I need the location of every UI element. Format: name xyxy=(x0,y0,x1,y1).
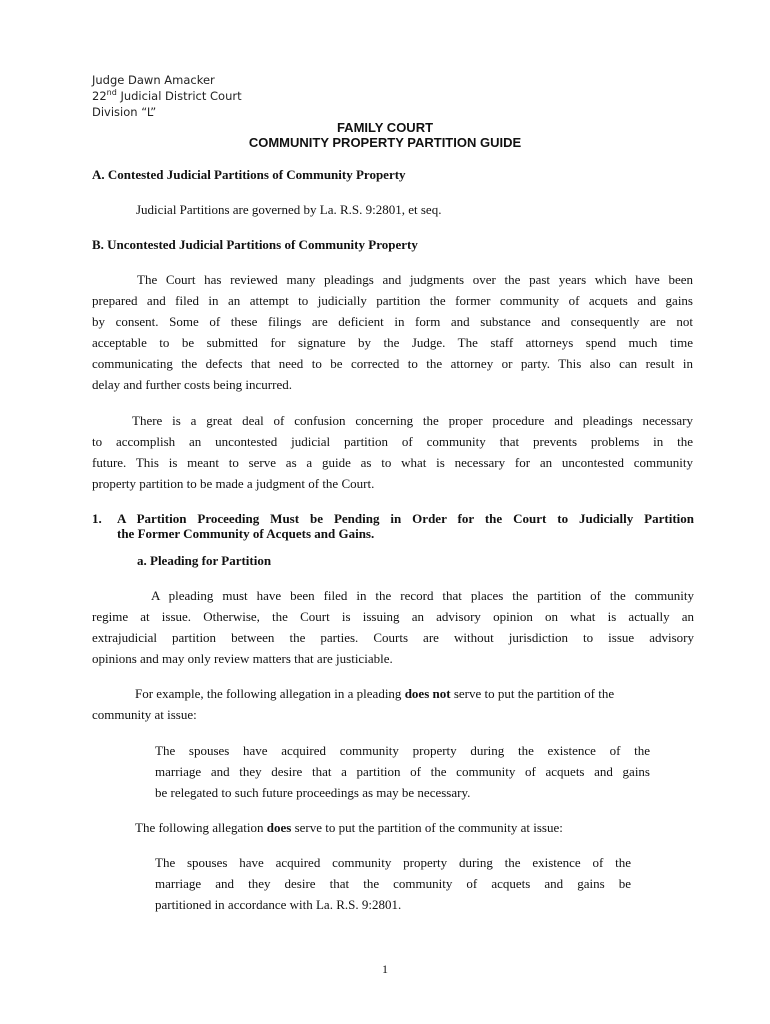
quote-line: The spouses have acquired community property during the existence of the xyxy=(155,855,631,870)
paragraph-line: extrajudicial partition between the parties. Courts are without jurisdiction to issue advisory xyxy=(92,630,694,645)
emphasis-does: does xyxy=(266,820,292,835)
paragraph-line: acceptable to be submitted for signature by the Judge. The staff attorneys spend much time xyxy=(92,335,693,350)
quote-line: be relegated to such future proceedings as may be necessary. xyxy=(155,785,471,800)
example-line: For example, the following allegation in a pleading does not serve to put the partition of the xyxy=(135,686,615,701)
paragraph-line: delay and further costs being incurred. xyxy=(92,377,292,392)
section-b-heading: B. Uncontested Judicial Partitions of Community Property xyxy=(92,237,418,252)
document-title: FAMILY COURT xyxy=(336,120,434,135)
quote-line: marriage and they desire that the community of acquets and gains be xyxy=(155,876,631,891)
paragraph-line: future. This is meant to serve as a guide as to what is necessary for an uncontested community xyxy=(92,455,693,470)
paragraph-line: regime at issue. Otherwise, the Court is issuing an advisory opinion on what is actually an xyxy=(92,609,694,624)
section-a-heading: A. Contested Judicial Partitions of Community Property xyxy=(92,167,406,182)
quote-line: partitioned in accordance with La. R.S. 9:2801. xyxy=(155,897,402,912)
paragraph-line: by consent. Some of these filings are deficient in form and substance and consequently are not xyxy=(92,314,693,329)
page-number: 1 xyxy=(382,962,388,976)
paragraph-line: property partition to be made a judgment of the Court. xyxy=(92,476,375,491)
judge-name: Judge Dawn Amacker xyxy=(92,73,215,87)
paragraph-line: opinions and may only review matters that are justiciable. xyxy=(92,651,393,666)
item-number: 1. xyxy=(92,511,102,526)
judge-header xyxy=(92,72,242,120)
paragraph-line: communicating the defects that need to be corrected to the attorney or party. This also can result in xyxy=(92,356,693,371)
paragraph-line: There is a great deal of confusion concerning the proper procedure and pleadings necessary xyxy=(132,413,693,428)
paragraph-line: The Court has reviewed many pleadings and judgments over the past years which have been xyxy=(137,272,693,287)
document-subtitle: COMMUNITY PROPERTY PARTITION GUIDE xyxy=(248,135,522,150)
paragraph-line: to accomplish an uncontested judicial partition of community that prevents problems in the xyxy=(92,434,693,449)
emphasis-does-not: does not xyxy=(404,686,451,701)
paragraph-line: prepared and filed in an attempt to judicially partition the former community of acquets and gains xyxy=(92,293,693,308)
section-a-text: Judicial Partitions are governed by La. R.S. 9:2801, et seq. xyxy=(136,202,442,217)
quote-line: The spouses have acquired community property during the existence of the xyxy=(155,743,650,758)
following-line: The following allegation does serve to put the partition of the community at issue: xyxy=(135,820,563,835)
division-name: Division “L” xyxy=(92,105,157,119)
paragraph-line: A pleading must have been filed in the record that places the partition of the community xyxy=(151,588,694,603)
item-1-heading: A Partition Proceeding Must be Pending in Order for the Court to Judicially Partition xyxy=(117,511,694,526)
subsection-a-heading: a. Pleading for Partition xyxy=(137,553,272,568)
item-1-heading-cont: the Former Community of Acquets and Gains. xyxy=(117,526,375,541)
quote-line: marriage and they desire that a partition of the community of acquets and gains xyxy=(155,764,650,779)
court-name: 22nd Judicial District Court xyxy=(92,88,242,103)
example-line-cont: community at issue: xyxy=(92,707,197,722)
